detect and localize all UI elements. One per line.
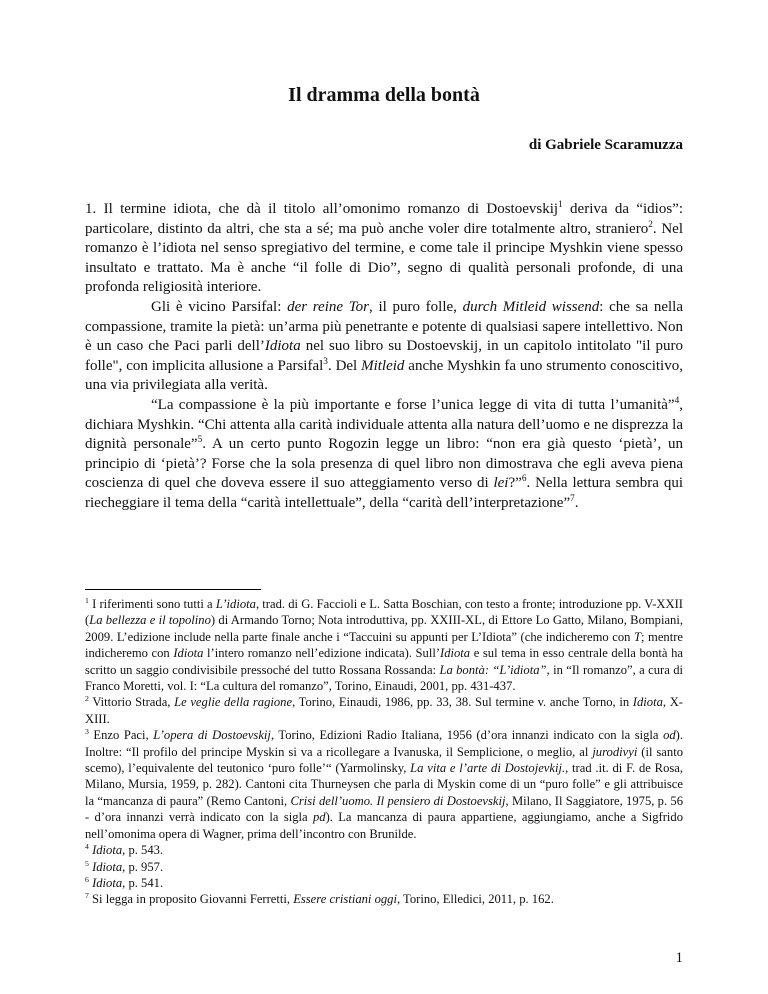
note-reference: 7 <box>570 493 575 504</box>
italic-text: La bellezza e il topolino <box>89 613 211 628</box>
italic-text: lei <box>493 475 509 492</box>
note-reference: 4 <box>85 841 89 851</box>
note-reference: 7 <box>85 891 89 901</box>
italic-text: Idiota <box>173 646 204 661</box>
author-byline: di Gabriele Scaramuzza <box>528 137 683 153</box>
footnote: $^4$ Idiota, p. 543. <box>85 841 164 858</box>
italic-text: pd <box>312 810 326 825</box>
note-reference: 5 <box>85 858 89 868</box>
paragraph: 1. Il termine idiota, che dà il titolo all’omonimo romanzo di Dostoevskij$^1$ deriva da “idios”: particolare, distinto da altri, che sta a sé; ma può anche voler dire totalmente altro, straniero$^2$. Nel romanzo è l’idiota nel senso spregiativo del termine, e come tale il principe Myshkin viene spesso insultato e trattato. Ma è anche “il folle di Dio”, segno di qualità personali profonde, di una profonda religiosità interiore. <box>85 200 684 296</box>
italic-text: Idiota <box>440 646 471 661</box>
italic-text: Idiota <box>92 859 123 874</box>
italic-text: Crisi dell’uomo. Il pensiero di Dostoevskij <box>290 793 506 808</box>
note-reference: 3 <box>85 727 89 737</box>
footnotes <box>85 596 683 908</box>
footnote: $^6$ Idiota, p. 541. <box>85 874 164 890</box>
italic-text: L’idiota <box>215 597 256 611</box>
paragraph: “La compassione è la più importante e forse l’unica legge di vita di tutta l’umanità”$^4$, dichiara Myshkin. “Chi attenta alla carità individuale attenta alla natura dell’uomo e ne disprezza la dignità personale”$^5$. A un certo punto Rogozin legge un libro: “non era già questo ‘pietà’, un principio di ‘pietà’? Forse che la sola presenza di quel libro non dimostrava che egli aveva piena coscienza di quel che doveva essere il suo atteggiamento verso di lei?”$^6$. Nella lettura sembra qui riecheggiare il tema della “carità intellettuale”, della “carità dell’interpretazione”$^7$. <box>85 395 684 511</box>
italic-text: La bontà: “L’idiota” <box>439 662 547 677</box>
italic-text: La vita e l’arte di Dostojevkij. <box>410 761 566 776</box>
paragraph: Gli è vicino Parsifal: der reine Tor, il puro folle, durch Mitleid wissend: che sa nella compassione, tramite la pietà: un’arma più penetrante e potente di qualsiasi sapere intellettivo. Non è un caso che Paci parli dell’Idiota nel suo libro su Dostoevskij, in un capitolo intitolato "il puro folle", con implicita allusione a Parsifal$^3$. Del Mitleid anche Myshkin fa uno strumento conoscitivo, una via privilegiata alla verità. <box>85 298 683 394</box>
page-number: 1 <box>675 950 683 966</box>
italic-text: durch Mitleid wissend <box>462 298 600 315</box>
italic-text: Idiota <box>632 695 663 710</box>
footnote-separator <box>85 589 261 590</box>
italic-text: Mitleid <box>361 357 405 374</box>
note-reference: 5 <box>197 435 203 446</box>
footnote: $^7$ Si legga in proposito Giovanni Ferretti, Essere cristiani oggi, Torino, Elledici, 2011, p. 162. <box>85 891 554 907</box>
italic-text: Idiota <box>92 843 123 858</box>
italic-text: Essere cristiani oggi <box>293 892 397 907</box>
footnote: $^1$ I riferimenti sono tutti a L’idiota, trad. di G. Faccioli e L. Satta Boschian, con testo a fronte; introduzione pp. V-XXII (La bellezza e il topolino) di Armando Torno; Nota introduttiva, pp. XXIII-XL, di Ettore Lo Gatto, Milano, Bompiani, 2009. L’edizione include nella parte finale anche i “Taccuini su appunti per L’Idiota” (che indicheremo con T; mentre indicheremo con Idiota l’intero romanzo nell’edizione indicata). Sull’Idiota e sul tema in esso centrale della bontà ha scritto un saggio condivisibile pressoché del tutto Rossana Rossanda: La bontà: “L’idiota”, in “Il romanzo”, a cura di Franco Moretti, vol. I: “La cultura del romanzo”, Torino, Einaudi, 2001, pp. 431-437. <box>85 595 684 694</box>
note-reference: 2 <box>85 694 89 704</box>
italic-text: od <box>663 728 676 743</box>
italic-text: Idiota <box>92 875 123 890</box>
note-reference: 1 <box>85 595 89 605</box>
note-reference: 4 <box>674 395 680 406</box>
note-reference: 6 <box>521 474 527 485</box>
document-title: Il dramma della bontà <box>288 84 480 106</box>
note-reference: 2 <box>648 219 653 230</box>
note-reference: 1 <box>558 200 563 210</box>
body-text <box>85 200 683 514</box>
italic-text: jurodivyi <box>592 744 638 759</box>
footnote: $^3$ Enzo Paci, L’opera di Dostoevskij, Torino, Edizioni Radio Italiana, 1956 (d’ora innanzi indicato con la sigla od). Inoltre: “Il profilo del principe Myskin si va a ricollegare a Ivanuska, il Semplicione, o meglio, al jurodivyi (il santo scemo), l’equivalente del teutonico ‘puro folle’“ (Yarmolinsky, La vita e l’arte di Dostojevkij., trad .it. di F. de Rosa, Milano, Mursia, 1959, p. 282). Cantoni cita Thurneysen che parla di Myskin come di un “puro folle” e gli attribuisce la “mancanza di paura” (Remo Cantoni, Crisi dell’uomo. Il pensiero di Dostoevskij, Milano, Il Saggiatore, 1975, p. 56 - d’ora innanzi verrà indicato con la sigla pd). La mancanza di paura appartiene, aggiungiamo, anche a Sigfrido nell’omonima opera di Wagner, prima dell’incontro con Brunilde. <box>85 727 684 841</box>
italic-text: T <box>633 629 641 644</box>
note-reference: 6 <box>85 874 89 884</box>
footnote: $^2$ Vittorio Strada, Le veglie della ragione, Torino, Einaudi, 1986, pp. 33, 38. Sul termine v. anche Torno, in Idiota, X-XIII. <box>85 694 683 726</box>
italic-text: Le veglie della ragione <box>174 695 293 710</box>
footnote: $^5$ Idiota, p. 957. <box>85 858 164 874</box>
italic-text: L’opera di Dostoevskij <box>153 728 271 743</box>
note-reference: 3 <box>323 356 328 367</box>
italic-text: der reine Tor <box>287 298 370 315</box>
italic-text: Idiota <box>264 338 301 355</box>
